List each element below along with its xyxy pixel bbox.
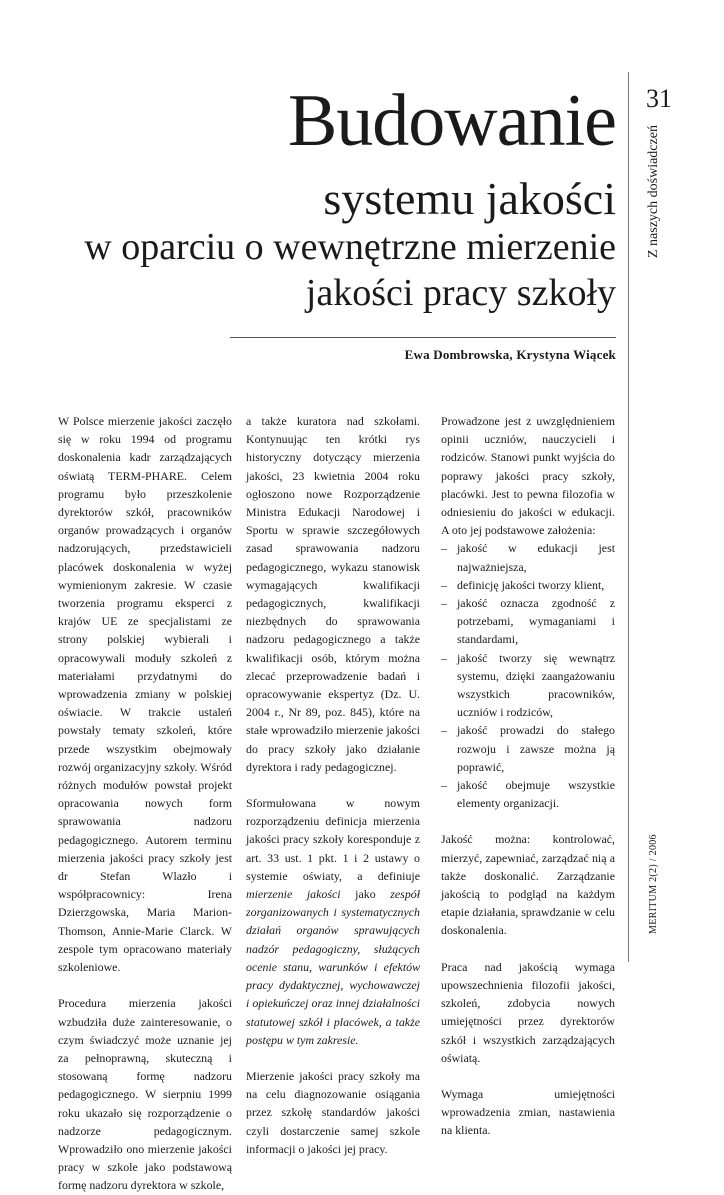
text-column-1	[58, 412, 232, 1195]
assumptions-list	[441, 539, 615, 812]
text-column-2	[246, 412, 420, 1158]
paragraph: Wymaga umiejętności wprowadzenia zmian, nastawienia na klienta.	[441, 1086, 615, 1138]
title-line-3: w oparciu o wewnętrzne mierzenie	[84, 226, 616, 268]
paragraph-definition	[246, 794, 420, 1049]
journal-label: MERITUM 2(2) / 2006	[648, 834, 659, 934]
authors: Ewa Dombrowska, Krystyna Wiącek	[404, 347, 616, 362]
list-item: – jakość w edukacji jest najważniejsza,	[441, 539, 615, 575]
section-label: Z naszych doświadczeń	[646, 125, 661, 258]
title-line-4: jakości pracy szkoły	[305, 272, 616, 314]
paragraph: W Polsce mierzenie jakości zaczęło się w roku 1994 od programu doskonalenia kadr zarządzających oświatą TERM-PHARE. Celem programu było przeszkolenie dyrektorów szkół, pracowników organów prowadzących i organów nadzorujących, przedstawicieli placówek doskonalenia w wyżej wymienionym zakresie. W czasie tworzenia programu eksperci z krajów UE ze specjalistami ze strony polskiej wybierali i opracowywali moduły szkoleń z materiałami przydatnymi do wprowadzenia zmiany w polskiej oświacie. W trakcie ustaleń powstały tematy szkoleń, które przede wszystkim obejmowały rozwój organizacyjny szkoły. Wśród różnych modułów powstał projekt opracowania nowych form sprawowania nadzoru pedagogicznego. Autorem terminu mierzenia jakości pracy szkoły jest dr Stefan Wlazło i współpracownicy: Irena Dzierzgowska, Maria Marion-Thomson, Annie-Marie Clarck. W zespole tym opracowano materiały szkoleniowe.	[58, 414, 232, 975]
definition-quote: zespół zorganizowanych i systematycznych działań organów sprawujących nadzór pedagogiczny, służących ocenie stanu, warunków i efektów pracy dydaktycznej, wychowawczej i opiekuńczej oraz innej działalności statutowej szkół i placówek, a także postępu w tym zakresie.	[246, 887, 421, 1047]
list-item: – definicję jakości tworzy klient,	[441, 576, 615, 594]
title-divider	[230, 337, 616, 338]
list-item: – jakość obejmuje wszystkie elementy organizacji.	[441, 776, 615, 812]
text-run: Sformułowana w nowym rozporządzeniu definicja mierzenia jakości pracy szkoły koresponduje z art. 33 ust. 1 pkt. 1 i 2 ustawy o systemie oświaty, a definiuje	[246, 796, 420, 883]
page-number: 31	[646, 84, 672, 113]
margin-divider	[628, 72, 629, 962]
paragraph: Jakość można: kontrolować, mierzyć, zapewniać, zarządzać nią a także doskonalić. Zarządzanie jakością to podgląd na każdym etapie działania, sprawdzanie w celu doskonalenia.	[441, 832, 615, 938]
paragraph: Praca nad jakością wymaga upowszechnienia filozofii jakości, szkoleń, zdobycia nowych umiejętności przez dyrektorów szkół i wszystkich zarządzających oświatą.	[441, 959, 615, 1065]
title-line-2: systemu jakości	[323, 173, 616, 224]
paragraph: Mierzenie jakości pracy szkoły ma na celu diagnozowanie osiągania przez szkołę standardów jakości czyli dostarczenie samej szkole informacji o jakości jej pracy.	[246, 1068, 420, 1156]
paragraph: a także kuratora nad szkołami. Kontynuując ten krótki rys historyczny dotyczący mierzenia jakości, 23 kwietnia 2004 roku ogłoszono nowe Rozporządzenie Ministra Edukacji Narodowej i Sportu w sprawie szczegółowych zasad sprawowania nadzoru pedagogicznego, wykazu stanowisk wymagających kwalifikacji pedagogicznych, kwalifikacji niezbędnych do sprawowania nadzoru pedagogicznego a także kwalifikacji osób, którym można zlecać przeprowadzenie badań i opracowywanie ekspertyz (Dz. U. 2004 r., Nr 89, poz. 845), które na stałe wprowadziło mierzenie jakości do pracy szkoły jako działanie dyrektora i rady pedagogicznej.	[246, 414, 420, 774]
list-item: – jakość oznacza zgodność z potrzebami, wymaganiami i standardami,	[441, 594, 615, 649]
list-item: – jakość tworzy się wewnątrz systemu, dzięki zaangażowaniu wszystkich pracowników, uczniów i rodziców,	[441, 649, 615, 722]
text-run: jako	[340, 887, 391, 902]
paragraph: Prowadzone jest z uwzględnieniem opinii uczniów, nauczycieli i rodziców. Stanowi punkt wyjścia do poprawy jakości pracy szkoły, placówki. Jest to pewna filozofia w odniesieniu do jakości w edukacji. A oto jej podstawowe założenia:	[441, 414, 615, 538]
text-column-3	[441, 412, 615, 1140]
list-item: – jakość prowadzi do stałego rozwoju i zawsze można ją poprawić,	[441, 721, 615, 776]
emphasis: mierzenie jakości	[246, 887, 341, 902]
title-line-1: Budowanie	[287, 80, 616, 162]
paragraph: Procedura mierzenia jakości wzbudziła duże zainteresowanie, o czym świadczyć może uznanie jej za pełnoprawną, skuteczną i stosowaną formę nadzoru pedagogicznego. W sierpniu 1999 roku ukazało się rozporządzenie o nadzorze pedagogicznym. Wprowadziło ono mierzenie jakości pracy w szkole jako podstawową formę nadzoru dyrektora w szkole,	[58, 996, 232, 1193]
